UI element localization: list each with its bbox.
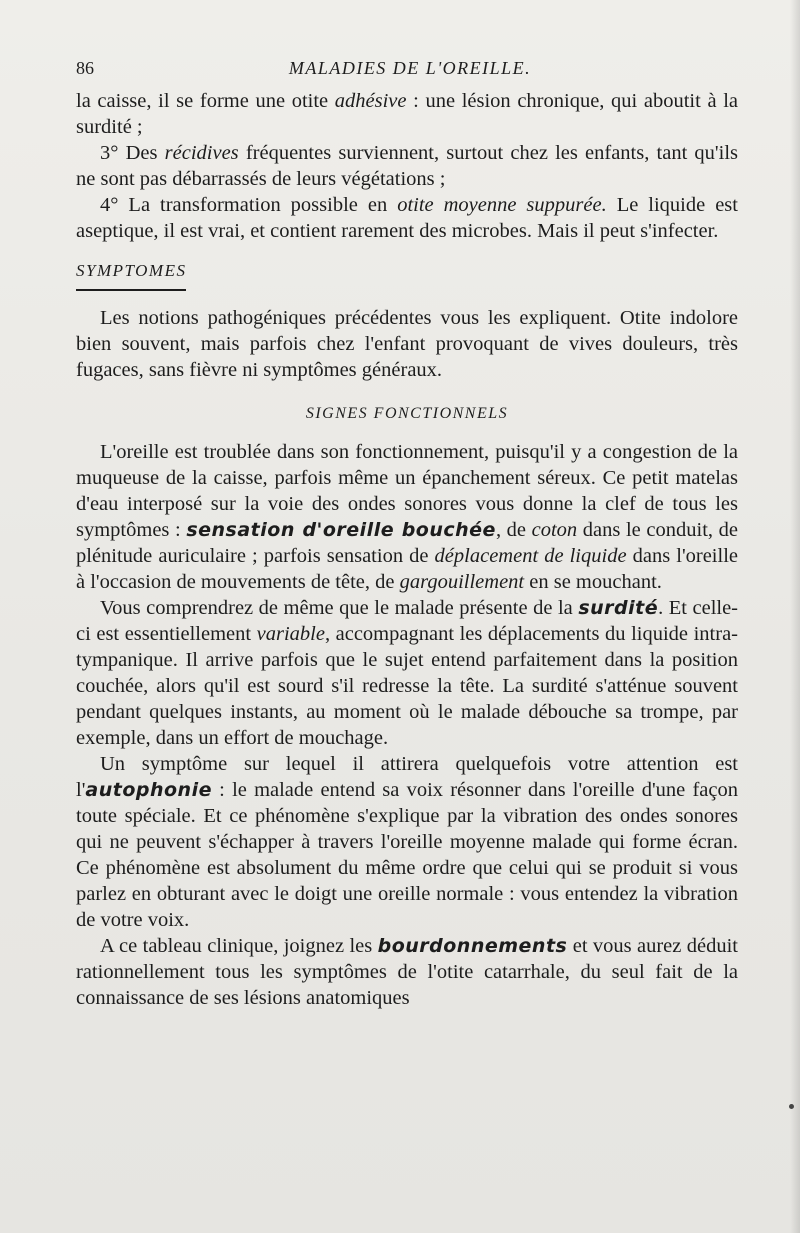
text-run: L'oreille est troublée dans son fonctionnement, puisqu'il y a congestion de la muqueuse de la caisse, parfois même un épanchement séreux. Ce petit matelas d'eau interposé sur la voie des ondes sonores vous donne la clef de tous les symptômes : [76,441,738,541]
text-run: Le liquide est aseptique, il est vrai, et contient rarement des microbes. Mais il peut s'infecter. [76,194,738,242]
text-run: fréquentes surviennent, surtout chez les enfants, tant qu'ils ne sont pas débarrassés de leurs végétations ; [76,142,738,190]
bold-term: autophonie [85,779,212,801]
text-run: A ce tableau clinique, joignez les [100,935,378,957]
italic-term: adhésive [334,90,407,112]
italic-term: gargouillement [399,571,525,593]
text-run: en se mouchant. [524,571,662,593]
running-title: MALADIES DE L'OREILLE. [288,58,532,78]
bold-term: surdité [578,597,659,619]
italic-term: variable [256,623,325,645]
subsection-heading: SIGNES FONCTIONNELS [305,405,509,422]
text-run: Un symptôme sur lequel il attirera quelquefois votre attention est l' [76,753,738,801]
text-run: , accompagnant les déplacements du liquide intra-tympanique. Il arrive parfois que le sujet entend parfaitement dans la position couchée, alors qu'il est sourd s'il redresse la tête. La surdité s'atténue souvent pendant quelques instants, au moment où le malade débouche sa trompe, par exemple, dans un effort de mouchage. [76,623,738,749]
text-run: 3° Des [100,142,165,164]
paragraph-continuation [76,88,738,140]
text-run: la caisse, il se forme une otite [76,90,335,112]
text-run: 4° La transformation possible en [100,194,398,216]
italic-term: coton [531,519,578,541]
paragraph-surdite [76,595,738,751]
paragraph-autophonie [76,751,738,933]
paragraph-symptomes: Les notions pathogéniques précédentes vous les expliquent. Otite indolore bien souvent, mais parfois chez l'enfant provoquant de vives douleurs, très fugaces, sans fièvre ni symptômes généraux. [76,307,738,381]
paragraph-item-4 [76,192,738,244]
text-run: dans le conduit, de plénitude auriculaire ; parfois sensation de [76,519,738,567]
text-run: : le malade entend sa voix résonner dans l'oreille d'une façon toute spéciale. Et ce phénomène s'explique par la vibration des ondes sonores qui ne peuvent s'échapper à travers l'oreille moyenne malade qui forme écran. Ce phénomène est absolument du même ordre que celui qui se produit si vous parlez en obturant avec le doigt une oreille normale : vous entendez la vibration de votre voix. [76,779,738,931]
section-heading [76,258,738,291]
bold-term: sensation d'oreille bouchée [186,519,496,541]
page-number: 86 [76,58,94,78]
text-run: et vous aurez déduit rationnellement tous les symptômes de l'otite catarrhale, du seul fait de la connaissance de ses lésions anatomiques [76,935,738,1009]
text-run: Vous comprendrez de même que le malade présente de la [100,597,579,619]
italic-term: récidives [164,142,239,164]
paragraph-final [76,933,738,1011]
italic-term: otite moyenne suppurée. [397,194,607,216]
section-heading-text: SYMPTOMES [76,258,186,291]
paragraph-item-3 [76,140,738,192]
italic-term: déplacement de liquide [434,545,627,567]
text-run: . Et celle-ci est essentiellement [76,597,739,645]
margin-speck [789,1104,794,1109]
text-run: : une lésion chronique, qui aboutit à la surdité ; [76,90,738,138]
paragraph-signes [76,439,738,595]
body-text [76,88,738,1011]
bold-term: bourdonnements [377,935,568,957]
text-run: , de [495,519,532,541]
text-run: dans l'oreille à l'occasion de mouvements de tête, de [76,545,738,593]
page-header [76,56,744,86]
